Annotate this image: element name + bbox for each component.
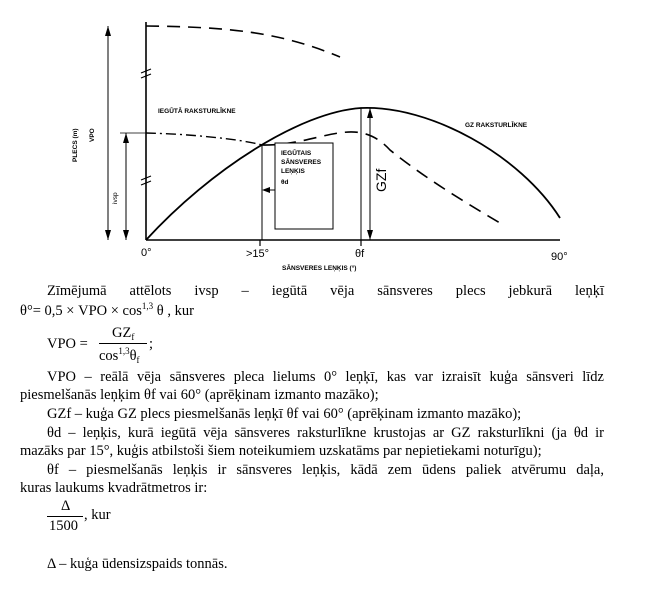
area-fraction-tail: , kur: [84, 507, 111, 523]
p1-formula-exp: 1,3: [141, 301, 154, 311]
vpo-dashed-curve: [146, 26, 340, 57]
vpo-arrow-top: [105, 26, 111, 36]
p1-formula-a: θ°= 0,5 × VPO × cos: [20, 303, 142, 319]
paragraph-4-line-2: mazāks par 15°, kuģis atbilstoši šiem noteikumiem uzskatāms par nepietiekami noturīgu);: [20, 443, 542, 459]
obtained-curve-label: IEGŪTĀ RAKSTURLĪKNE: [158, 108, 236, 115]
last-line: Δ – kuģa ūdensizspaids tonnās.: [47, 556, 228, 572]
vpo-fraction-bar: [99, 343, 147, 344]
vpo-num: GZ: [112, 325, 132, 341]
vpo-den-theta: θ: [129, 348, 137, 364]
x-axis-label: SĀNSVERES LEŅĶIS (°): [282, 265, 357, 272]
box-text-1: IEGŪTAIS: [281, 150, 312, 157]
tick-thetaf: θf: [355, 248, 365, 260]
gzf-arrow-bottom: [367, 230, 373, 240]
paragraph-3-line-1: GZf – kuģa GZ plecs piesmelšanās leņķī θf vai 60° (aprēķinam izmanto mazāko);: [47, 406, 522, 422]
vpo-equation-denominator: [99, 346, 140, 365]
paragraph-2-line-2: piesmelšanās leņķim θf vai 60° (aprēķinam izmanto mazāko);: [20, 387, 379, 403]
gz-curve-label: GZ RAKSTURLĪKNE: [465, 122, 528, 129]
vpo-den-sup: 1,3: [118, 346, 130, 356]
p1-formula-b: θ , kur: [153, 303, 194, 319]
area-fraction-numerator: Δ: [61, 498, 71, 514]
area-fraction-denominator: 1500: [49, 518, 78, 534]
tick-90: 90°: [551, 251, 568, 263]
box-text-4: θd: [281, 179, 289, 186]
paragraph-1-line-2: [20, 301, 194, 320]
paragraph-1-line-1: Zīmējumā attēlots ivsp – iegūtā vēja sānsveres plecs jebkurā leņķī: [47, 283, 604, 299]
paragraph-5-line-1: θf – piesmelšanās leņķis ir sānsveres leņķis, kādā zem ūdens paliek atvērumu daļa,: [47, 462, 604, 478]
vpo-axis-label: VPO: [89, 128, 96, 142]
vpo-equation-tail: ;: [149, 336, 154, 352]
box-pointer-head: [262, 187, 270, 193]
ivsp-axis-label: ivsp: [112, 192, 119, 204]
vpo-num-sub: f: [131, 332, 135, 342]
vpo-equation-numerator: [112, 325, 134, 342]
ivsp-arrow-bottom: [123, 230, 129, 240]
obtained-heeling-curve: [146, 133, 262, 145]
area-fraction-bar: [47, 516, 83, 517]
paragraph-4-line-1: θd – leņķis, kurā iegūtā vēja sānsveres raksturlīkne krustojas ar GZ raksturlīkni (ja θd ir: [47, 425, 604, 441]
plecs-axis-label: PLECS (m): [72, 128, 79, 162]
stability-diagram: [0, 0, 645, 280]
ivsp-arrow-top: [123, 133, 129, 143]
tick-0: 0°: [141, 247, 152, 259]
paragraph-2-line-1: VPO – reālā vēja sānsveres pleca lielums 0° leņķī, kas var izraisīt kuģa sānsveri līdz: [47, 369, 604, 385]
vpo-arrow-bottom: [105, 230, 111, 240]
vpo-den-cos: cos: [99, 348, 119, 364]
vpo-den-sub: f: [136, 355, 140, 365]
box-text-3: LEŅĶIS: [281, 168, 305, 175]
box-text-2: SĀNSVERES: [281, 159, 322, 166]
paragraph-5-line-2: kuras laukums kvadrātmetros ir:: [20, 480, 208, 496]
gzf-vertical-label: GZf: [373, 168, 389, 192]
tick-15: >15°: [246, 248, 270, 260]
gzf-arrow-top: [367, 108, 373, 118]
vpo-equation-lhs: VPO =: [47, 336, 88, 352]
